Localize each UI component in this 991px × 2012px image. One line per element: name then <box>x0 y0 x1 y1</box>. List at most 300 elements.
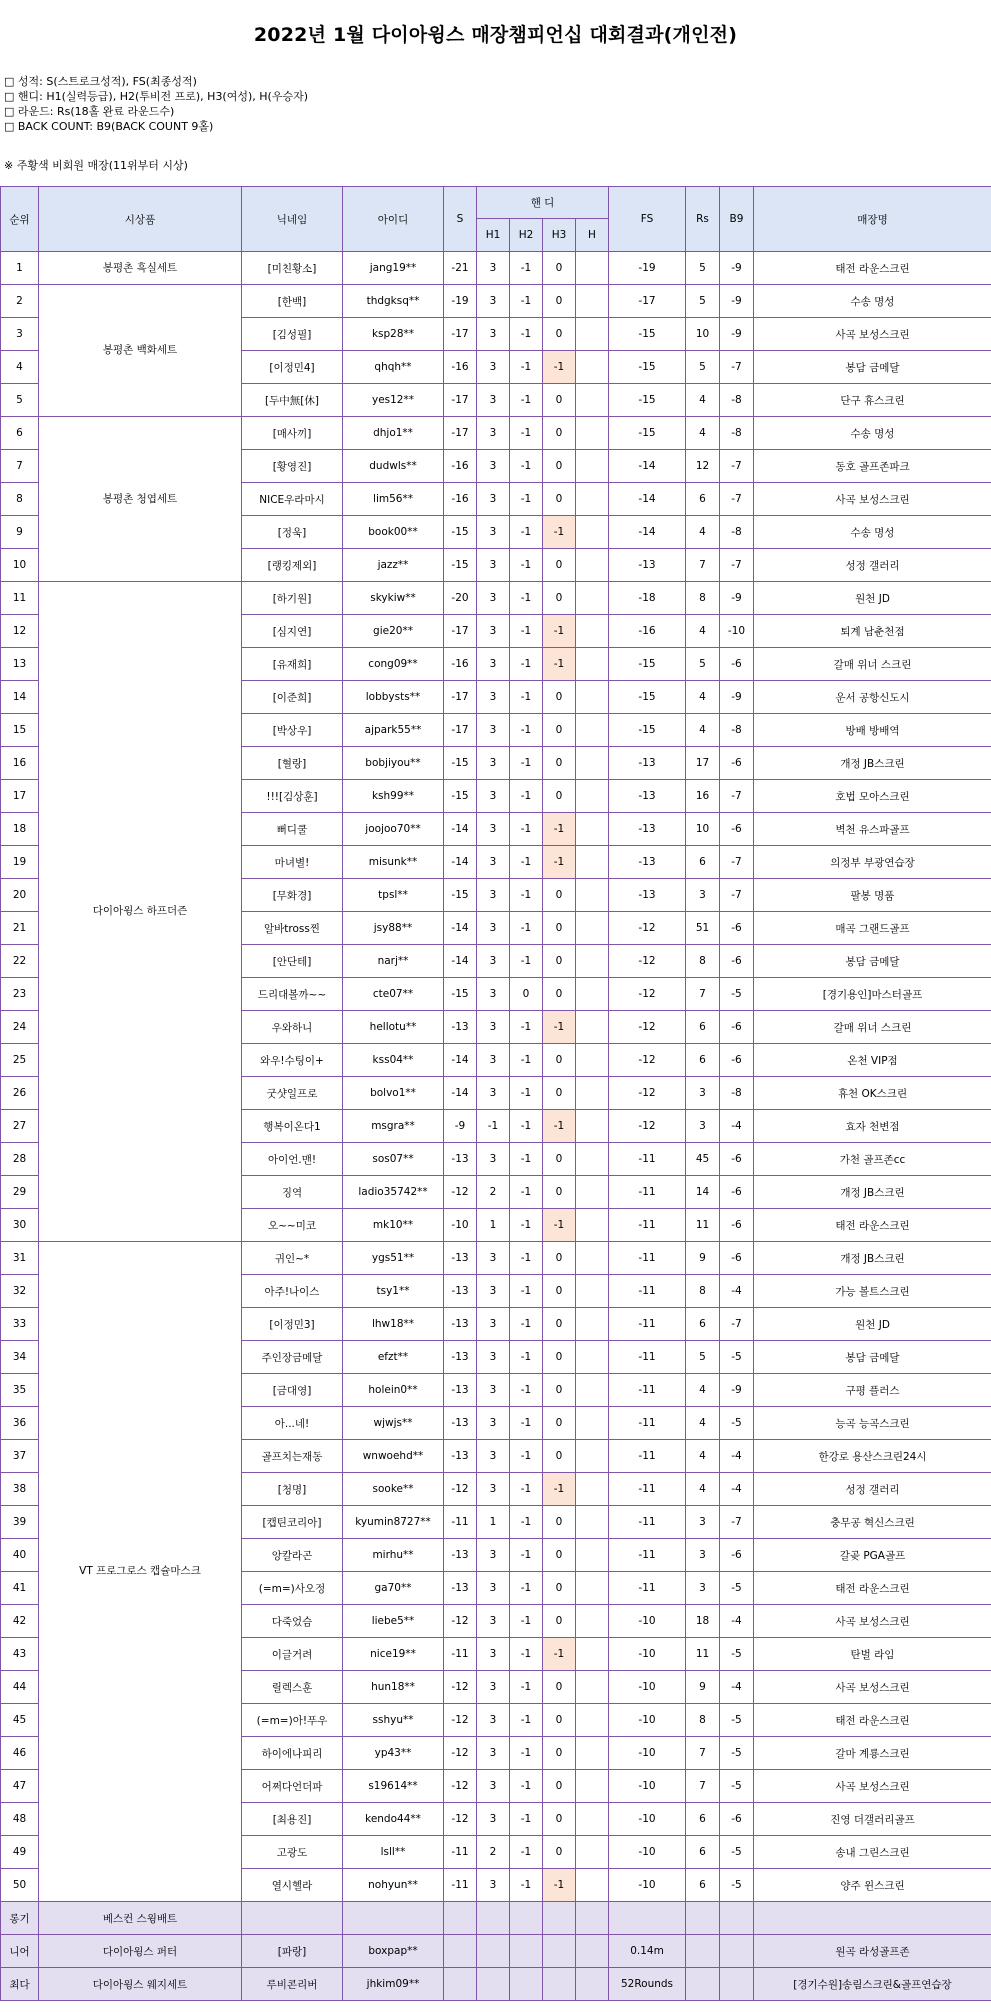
h2-cell: -1 <box>510 1407 543 1440</box>
header-h: H <box>576 219 609 252</box>
rank-cell: 46 <box>1 1737 39 1770</box>
h3-cell: -1 <box>543 1638 576 1671</box>
rank-cell: 3 <box>1 318 39 351</box>
backcount-cell: -10 <box>720 615 754 648</box>
final-score-cell: -11 <box>609 1176 686 1209</box>
table-row <box>1 582 991 615</box>
rounds-cell <box>686 1902 720 1935</box>
prize-cell: 봉평촌 흑실세트 <box>39 252 242 285</box>
id-cell: joojoo70** <box>343 813 444 846</box>
h1-cell: 3 <box>477 879 510 912</box>
rank-cell: 2 <box>1 285 39 318</box>
h1-cell: 3 <box>477 285 510 318</box>
store-cell: 양주 윈스크린 <box>754 1869 991 1902</box>
stroke-cell: -15 <box>444 978 477 1011</box>
backcount-cell: -6 <box>720 813 754 846</box>
rank-cell: 24 <box>1 1011 39 1044</box>
backcount-cell: -8 <box>720 417 754 450</box>
stroke-cell: -17 <box>444 417 477 450</box>
final-score-cell: -10 <box>609 1704 686 1737</box>
final-score-cell: -12 <box>609 1077 686 1110</box>
final-score-cell: -12 <box>609 978 686 1011</box>
backcount-cell: -6 <box>720 1209 754 1242</box>
h2-cell: -1 <box>510 1110 543 1143</box>
rounds-cell: 4 <box>686 1374 720 1407</box>
rank-cell: 16 <box>1 747 39 780</box>
h2-cell <box>510 1902 543 1935</box>
stroke-cell: -17 <box>444 318 477 351</box>
final-score-cell: -14 <box>609 483 686 516</box>
rounds-cell: 3 <box>686 1506 720 1539</box>
stroke-cell: -17 <box>444 714 477 747</box>
h2-cell: -1 <box>510 813 543 846</box>
rank-cell: 5 <box>1 384 39 417</box>
h-cell <box>576 1044 609 1077</box>
store-cell: 동호 골프존파크 <box>754 450 991 483</box>
h-cell <box>576 1308 609 1341</box>
rounds-cell: 8 <box>686 582 720 615</box>
h1-cell: 3 <box>477 1704 510 1737</box>
rounds-cell: 4 <box>686 1473 720 1506</box>
backcount-cell: -6 <box>720 1539 754 1572</box>
h2-cell: -1 <box>510 1836 543 1869</box>
store-cell: 봉담 금메달 <box>754 1341 991 1374</box>
h2-cell: -1 <box>510 912 543 945</box>
final-score-cell: -13 <box>609 879 686 912</box>
h3-cell: 0 <box>543 318 576 351</box>
stroke-cell: -13 <box>444 1539 477 1572</box>
h-cell <box>576 1737 609 1770</box>
rank-cell: 22 <box>1 945 39 978</box>
nickname-cell: [캡틴코리아] <box>242 1506 343 1539</box>
h1-cell: 3 <box>477 1605 510 1638</box>
id-cell: efzt** <box>343 1341 444 1374</box>
rank-cell: 50 <box>1 1869 39 1902</box>
h3-cell: 0 <box>543 879 576 912</box>
h3-cell: 0 <box>543 1275 576 1308</box>
h1-cell: 3 <box>477 1539 510 1572</box>
rank-cell: 37 <box>1 1440 39 1473</box>
prize-cell: 베스컨 스윙배트 <box>39 1902 242 1935</box>
final-score-cell: -19 <box>609 252 686 285</box>
h2-cell: -1 <box>510 615 543 648</box>
h3-cell: 0 <box>543 252 576 285</box>
rounds-cell: 4 <box>686 681 720 714</box>
h1-cell: 3 <box>477 318 510 351</box>
final-score-cell: -12 <box>609 1044 686 1077</box>
legend-notes <box>4 74 308 134</box>
h3-cell <box>543 1902 576 1935</box>
id-cell: narj** <box>343 945 444 978</box>
stroke-cell: -9 <box>444 1110 477 1143</box>
nickname-cell: 와우!수팅이+ <box>242 1044 343 1077</box>
nickname-cell: 고광도 <box>242 1836 343 1869</box>
h3-cell: -1 <box>543 813 576 846</box>
rounds-cell: 45 <box>686 1143 720 1176</box>
final-score-cell: -11 <box>609 1242 686 1275</box>
backcount-cell: -9 <box>720 1374 754 1407</box>
h1-cell: 3 <box>477 648 510 681</box>
nickname-cell: [혈랑] <box>242 747 343 780</box>
rounds-cell: 7 <box>686 549 720 582</box>
store-cell: 원곡 라성골프존 <box>754 1935 991 1968</box>
backcount-cell <box>720 1935 754 1968</box>
stroke-cell: -16 <box>444 351 477 384</box>
h-cell <box>576 912 609 945</box>
h1-cell: 3 <box>477 1737 510 1770</box>
final-score-cell: -10 <box>609 1671 686 1704</box>
h1-cell: 1 <box>477 1506 510 1539</box>
rounds-cell: 7 <box>686 1770 720 1803</box>
store-cell: 사곡 보성스크린 <box>754 1605 991 1638</box>
note-rounds: □ 라운드: Rs(18홀 완료 라운드수) <box>4 105 175 118</box>
store-cell: 사곡 보성스크린 <box>754 1770 991 1803</box>
id-cell: jhkim09** <box>343 1968 444 2001</box>
id-cell: mk10** <box>343 1209 444 1242</box>
prize-cell: 다이아윙스 웨지세트 <box>39 1968 242 2001</box>
store-cell: 봉담 금메달 <box>754 351 991 384</box>
nickname-cell: 골프치는재동 <box>242 1440 343 1473</box>
final-score-cell: -10 <box>609 1803 686 1836</box>
stroke-cell: -14 <box>444 846 477 879</box>
h3-cell: 0 <box>543 1836 576 1869</box>
h-cell <box>576 549 609 582</box>
rank-cell: 9 <box>1 516 39 549</box>
rounds-cell <box>686 1935 720 1968</box>
nickname-cell: 열시헬라 <box>242 1869 343 1902</box>
final-score-cell: -15 <box>609 384 686 417</box>
h-cell <box>576 780 609 813</box>
final-score-cell: -11 <box>609 1506 686 1539</box>
h2-cell: -1 <box>510 1011 543 1044</box>
backcount-cell: -5 <box>720 1704 754 1737</box>
backcount-cell: -4 <box>720 1110 754 1143</box>
rank-cell: 40 <box>1 1539 39 1572</box>
nickname-cell: (=m=)사오정 <box>242 1572 343 1605</box>
rounds-cell: 6 <box>686 1869 720 1902</box>
h3-cell: 0 <box>543 285 576 318</box>
stroke-cell: -12 <box>444 1176 477 1209</box>
nickname-cell: 알바tross찐 <box>242 912 343 945</box>
stroke-cell: -11 <box>444 1836 477 1869</box>
store-cell: 원천 JD <box>754 582 991 615</box>
rounds-cell: 5 <box>686 1341 720 1374</box>
stroke-cell: -21 <box>444 252 477 285</box>
backcount-cell: -7 <box>720 1506 754 1539</box>
h3-cell: 0 <box>543 1770 576 1803</box>
final-score-cell: -11 <box>609 1341 686 1374</box>
rank-cell: 44 <box>1 1671 39 1704</box>
h-cell <box>576 252 609 285</box>
nickname-cell: [최용진] <box>242 1803 343 1836</box>
final-score-cell: -13 <box>609 780 686 813</box>
final-score-cell: -12 <box>609 945 686 978</box>
stroke-cell: -17 <box>444 615 477 648</box>
h-cell <box>576 1440 609 1473</box>
rank-cell: 47 <box>1 1770 39 1803</box>
stroke-cell: -13 <box>444 1440 477 1473</box>
store-cell: [경기수원]송림스크린&골프연습장 <box>754 1968 991 2001</box>
h1-cell: 3 <box>477 780 510 813</box>
h2-cell: -1 <box>510 879 543 912</box>
h2-cell: -1 <box>510 1506 543 1539</box>
h1-cell <box>477 1902 510 1935</box>
h2-cell: -1 <box>510 582 543 615</box>
final-score-cell: -15 <box>609 318 686 351</box>
prize-cell: 봉평촌 백화세트 <box>39 285 242 417</box>
rank-cell: 38 <box>1 1473 39 1506</box>
backcount-cell: -8 <box>720 1077 754 1110</box>
store-cell: 봉담 금메달 <box>754 945 991 978</box>
h1-cell: 3 <box>477 1803 510 1836</box>
h-cell <box>576 285 609 318</box>
rank-cell: 41 <box>1 1572 39 1605</box>
h3-cell: 0 <box>543 1143 576 1176</box>
rank-cell: 롱기 <box>1 1902 39 1935</box>
h1-cell: 2 <box>477 1176 510 1209</box>
nickname-cell: 굿샷일프로 <box>242 1077 343 1110</box>
h-cell <box>576 1902 609 1935</box>
final-score-cell: -10 <box>609 1737 686 1770</box>
store-cell: 방배 방배역 <box>754 714 991 747</box>
h2-cell: -1 <box>510 1209 543 1242</box>
note-backcount: □ BACK COUNT: B9(BACK COUNT 9홀) <box>4 120 214 133</box>
backcount-cell: -6 <box>720 1044 754 1077</box>
h2-cell: -1 <box>510 351 543 384</box>
rounds-cell: 6 <box>686 1044 720 1077</box>
nickname-cell: [하기원] <box>242 582 343 615</box>
stroke-cell <box>444 1935 477 1968</box>
h2-cell: -1 <box>510 1539 543 1572</box>
h3-cell: 0 <box>543 1572 576 1605</box>
nickname-cell: 주인장금메달 <box>242 1341 343 1374</box>
h1-cell: 3 <box>477 1671 510 1704</box>
h2-cell: -1 <box>510 945 543 978</box>
rank-cell: 48 <box>1 1803 39 1836</box>
h2-cell: -1 <box>510 252 543 285</box>
backcount-cell: -9 <box>720 582 754 615</box>
stroke-cell: -13 <box>444 1374 477 1407</box>
store-cell <box>754 1902 991 1935</box>
stroke-cell: -15 <box>444 516 477 549</box>
store-cell: 탄벌 라임 <box>754 1638 991 1671</box>
id-cell: lim56** <box>343 483 444 516</box>
final-score-cell <box>609 1902 686 1935</box>
table-row <box>1 252 991 285</box>
id-cell: s19614** <box>343 1770 444 1803</box>
stroke-cell: -12 <box>444 1605 477 1638</box>
id-cell: cte07** <box>343 978 444 1011</box>
final-score-cell: -11 <box>609 1275 686 1308</box>
h-cell <box>576 1671 609 1704</box>
h-cell <box>576 846 609 879</box>
h2-cell: -1 <box>510 1638 543 1671</box>
store-cell: 갈매 위너 스크린 <box>754 1011 991 1044</box>
final-score-cell: -11 <box>609 1308 686 1341</box>
final-score-cell: -15 <box>609 648 686 681</box>
id-cell: lsll** <box>343 1836 444 1869</box>
nickname-cell: [안단테] <box>242 945 343 978</box>
backcount-cell: -5 <box>720 1737 754 1770</box>
nickname-cell: 마녀별! <box>242 846 343 879</box>
backcount-cell: -7 <box>720 780 754 813</box>
store-cell: 태전 라운스크린 <box>754 1704 991 1737</box>
h1-cell: 3 <box>477 450 510 483</box>
h2-cell: -1 <box>510 1770 543 1803</box>
h1-cell: 3 <box>477 1341 510 1374</box>
rounds-cell: 10 <box>686 813 720 846</box>
h-cell <box>576 1374 609 1407</box>
prize-cell: 다이아윙스 퍼터 <box>39 1935 242 1968</box>
note-handicap: □ 핸디: H1(실력등급), H2(투비전 프로), H3(여성), H(우승자) <box>4 90 308 103</box>
h3-cell: 0 <box>543 1803 576 1836</box>
rank-cell: 29 <box>1 1176 39 1209</box>
backcount-cell: -5 <box>720 1407 754 1440</box>
backcount-cell: -5 <box>720 1770 754 1803</box>
prize-cell: 봉평촌 청엽세트 <box>39 417 242 582</box>
results-table <box>0 186 991 2001</box>
h1-cell: 3 <box>477 1407 510 1440</box>
id-cell: boxpap** <box>343 1935 444 1968</box>
stroke-cell: -14 <box>444 945 477 978</box>
rounds-cell: 3 <box>686 1077 720 1110</box>
h3-cell: -1 <box>543 1869 576 1902</box>
h3-cell: -1 <box>543 1473 576 1506</box>
stroke-cell: -12 <box>444 1473 477 1506</box>
rounds-cell: 4 <box>686 1440 720 1473</box>
h-cell <box>576 1869 609 1902</box>
id-cell: kss04** <box>343 1044 444 1077</box>
h-cell <box>576 714 609 747</box>
h1-cell: 3 <box>477 945 510 978</box>
backcount-cell: -5 <box>720 1638 754 1671</box>
final-score-cell: -12 <box>609 912 686 945</box>
h1-cell: 3 <box>477 1473 510 1506</box>
rounds-cell: 4 <box>686 1407 720 1440</box>
store-cell: 개정 JB스크린 <box>754 1176 991 1209</box>
nickname-cell: [심지연] <box>242 615 343 648</box>
h2-cell: -1 <box>510 1605 543 1638</box>
nickname-cell: 이글거려 <box>242 1638 343 1671</box>
final-score-cell: -10 <box>609 1770 686 1803</box>
rounds-cell: 5 <box>686 285 720 318</box>
nickname-cell: 징역 <box>242 1176 343 1209</box>
store-cell: 온천 VIP점 <box>754 1044 991 1077</box>
h3-cell: 0 <box>543 912 576 945</box>
rounds-cell: 4 <box>686 384 720 417</box>
h1-cell: 3 <box>477 681 510 714</box>
backcount-cell: -4 <box>720 1275 754 1308</box>
backcount-cell: -6 <box>720 912 754 945</box>
id-cell: kyumin8727** <box>343 1506 444 1539</box>
stroke-cell: -16 <box>444 648 477 681</box>
h1-cell: 3 <box>477 483 510 516</box>
h2-cell: -1 <box>510 648 543 681</box>
final-score-cell: -13 <box>609 747 686 780</box>
h2-cell: -1 <box>510 483 543 516</box>
rank-cell: 32 <box>1 1275 39 1308</box>
id-cell: sooke** <box>343 1473 444 1506</box>
h2-cell: -1 <box>510 285 543 318</box>
final-score-cell: -14 <box>609 450 686 483</box>
final-score-cell: -12 <box>609 1011 686 1044</box>
nickname-cell: NICE우라마시 <box>242 483 343 516</box>
h1-cell <box>477 1935 510 1968</box>
id-cell: ksp28** <box>343 318 444 351</box>
rank-cell: 7 <box>1 450 39 483</box>
nickname-cell: [이정민3] <box>242 1308 343 1341</box>
h2-cell: -1 <box>510 1143 543 1176</box>
header-h2: H2 <box>510 219 543 252</box>
rounds-cell: 7 <box>686 978 720 1011</box>
store-cell: 태전 라운스크린 <box>754 1209 991 1242</box>
nickname-cell: 드리대볼까~~ <box>242 978 343 1011</box>
h2-cell: -1 <box>510 1308 543 1341</box>
id-cell: sos07** <box>343 1143 444 1176</box>
stroke-cell: -15 <box>444 747 477 780</box>
final-score-cell: -11 <box>609 1473 686 1506</box>
id-cell: gie20** <box>343 615 444 648</box>
h-cell <box>576 1341 609 1374</box>
stroke-cell: -16 <box>444 483 477 516</box>
stroke-cell: -15 <box>444 549 477 582</box>
nickname-cell: [미친황소] <box>242 252 343 285</box>
store-cell: 구평 플러스 <box>754 1374 991 1407</box>
backcount-cell: -8 <box>720 714 754 747</box>
rounds-cell: 6 <box>686 1308 720 1341</box>
final-score-cell: -13 <box>609 813 686 846</box>
rank-cell: 39 <box>1 1506 39 1539</box>
h3-cell: 0 <box>543 1176 576 1209</box>
note-score: □ 성적: S(스트로크성적), FS(최종성적) <box>4 75 197 88</box>
backcount-cell: -6 <box>720 747 754 780</box>
rounds-cell: 5 <box>686 351 720 384</box>
rank-cell: 6 <box>1 417 39 450</box>
nickname-cell: 행복이온다1 <box>242 1110 343 1143</box>
h3-cell: 0 <box>543 747 576 780</box>
h2-cell: -1 <box>510 1440 543 1473</box>
header-rank: 순위 <box>1 187 39 252</box>
backcount-cell: -6 <box>720 1803 754 1836</box>
h-cell <box>576 1935 609 1968</box>
stroke-cell: -14 <box>444 813 477 846</box>
nickname-cell: 어쩌다언더파 <box>242 1770 343 1803</box>
nickname-cell: 릴렉스훈 <box>242 1671 343 1704</box>
h-cell <box>576 1539 609 1572</box>
h-cell <box>576 417 609 450</box>
rounds-cell: 4 <box>686 714 720 747</box>
rounds-cell: 10 <box>686 318 720 351</box>
backcount-cell: -5 <box>720 1869 754 1902</box>
nickname-cell: [한백] <box>242 285 343 318</box>
final-score-cell: -10 <box>609 1836 686 1869</box>
id-cell: jsy88** <box>343 912 444 945</box>
h3-cell: 0 <box>543 1506 576 1539</box>
stroke-cell: -12 <box>444 1737 477 1770</box>
final-score-cell: -11 <box>609 1539 686 1572</box>
h1-cell: 3 <box>477 1011 510 1044</box>
h3-cell: 0 <box>543 978 576 1011</box>
backcount-cell: -7 <box>720 483 754 516</box>
rounds-cell: 5 <box>686 648 720 681</box>
id-cell: lhw18** <box>343 1308 444 1341</box>
id-cell: qhqh** <box>343 351 444 384</box>
h3-cell: -1 <box>543 351 576 384</box>
rank-cell: 43 <box>1 1638 39 1671</box>
backcount-cell: -5 <box>720 978 754 1011</box>
rounds-cell: 9 <box>686 1671 720 1704</box>
backcount-cell: -6 <box>720 1176 754 1209</box>
